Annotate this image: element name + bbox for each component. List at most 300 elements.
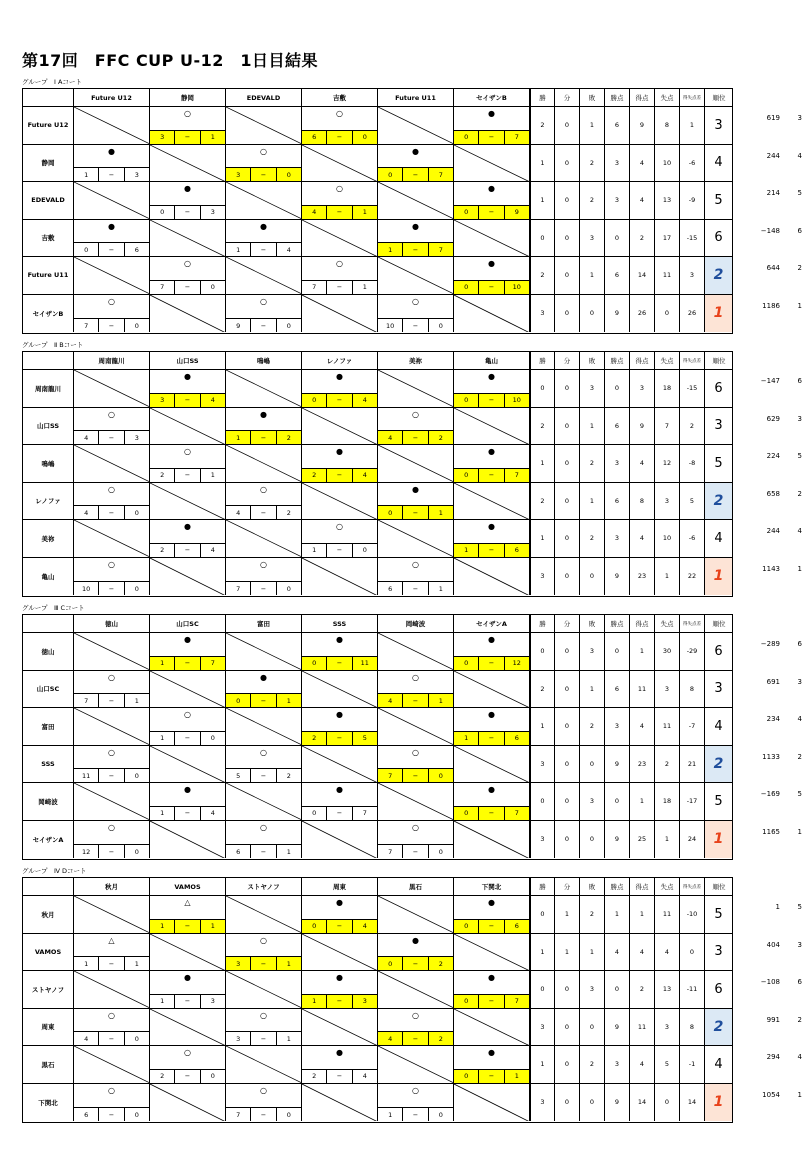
match-cell: [454, 370, 530, 407]
header-stat: 得点: [630, 89, 655, 106]
self-match-cell: [378, 1046, 454, 1083]
result-mark: ●: [336, 447, 343, 456]
diagonal-line: [226, 708, 301, 745]
stat-value: -10: [680, 896, 705, 933]
stat-value: 13: [655, 971, 680, 1008]
score-box: [454, 205, 529, 219]
diagonal-line: [226, 182, 301, 219]
score-for: 5: [226, 769, 251, 782]
diagonal-line: [454, 1009, 529, 1046]
diagonal-line: [150, 746, 225, 783]
score-against: 1: [277, 694, 301, 707]
score-dash: −: [327, 544, 352, 557]
stat-value: -6: [680, 145, 705, 182]
match-cell: [302, 408, 378, 445]
match-cell: [378, 107, 454, 144]
stat-value: 14: [630, 1084, 655, 1122]
stat-value: 3: [580, 633, 605, 670]
diagonal-line: [74, 257, 149, 294]
match-cell: [378, 746, 454, 783]
header-stat: 敗: [580, 352, 605, 369]
score-box: [150, 468, 225, 482]
stat-value: 10: [655, 145, 680, 182]
match-cell: [150, 107, 226, 144]
match-cell: [226, 821, 302, 859]
stat-value: 22: [680, 558, 705, 596]
result-mark: ●: [488, 109, 495, 118]
score-for: 6: [74, 1108, 99, 1121]
header-stat: 勝点: [605, 615, 630, 632]
score-dash: −: [99, 506, 124, 519]
header-stat: 分: [555, 615, 580, 632]
header-team: 山口SC: [150, 615, 226, 632]
stat-value: 2: [530, 671, 555, 708]
header-stat: 得失点差: [680, 89, 705, 106]
score-box: [378, 167, 453, 181]
stat-value: 0: [580, 1084, 605, 1122]
match-cell: [74, 408, 150, 445]
header-stat: 敗: [580, 878, 605, 895]
match-cell: [74, 558, 150, 596]
score-for: 0: [302, 807, 327, 820]
diagonal-line: [150, 558, 225, 596]
score-for: 1: [454, 544, 479, 557]
result-mark: ●: [184, 785, 191, 794]
result-mark: ●: [488, 785, 495, 794]
stat-value: 1: [530, 145, 555, 182]
row-team-name: ストヤノフ: [23, 971, 74, 1008]
score-box: [226, 1031, 301, 1045]
side-score: 991: [766, 1015, 780, 1024]
score-dash: −: [175, 131, 200, 144]
diagonal-line: [378, 896, 453, 933]
header-stat: 勝: [530, 352, 555, 369]
match-cell: [74, 934, 150, 971]
result-mark: ●: [336, 898, 343, 907]
stat-value: 3: [530, 295, 555, 333]
diagonal-line: [150, 408, 225, 445]
result-mark: ○: [108, 296, 115, 306]
score-box: [74, 581, 149, 595]
result-mark: ●: [488, 973, 495, 982]
side-rank: 1: [797, 1090, 802, 1099]
header-corner: [23, 878, 74, 895]
match-cell: [454, 671, 530, 708]
stat-value: 14: [630, 257, 655, 294]
stat-value: 0: [530, 633, 555, 670]
score-dash: −: [403, 957, 428, 970]
score-box: [378, 505, 453, 519]
score-against: 5: [353, 732, 377, 745]
score-against: 2: [429, 1032, 453, 1045]
diagonal-line: [74, 633, 149, 670]
stat-value: 1: [580, 483, 605, 520]
score-dash: −: [327, 920, 352, 933]
score-dash: −: [403, 319, 428, 332]
stat-value: 3: [605, 520, 630, 557]
self-match-cell: [378, 257, 454, 294]
stat-value: 25: [630, 821, 655, 859]
score-dash: −: [99, 694, 124, 707]
score-dash: −: [403, 769, 428, 782]
diagonal-line: [226, 1046, 301, 1083]
score-for: 2: [150, 469, 175, 482]
match-cell: [74, 971, 150, 1008]
match-cell: [226, 934, 302, 971]
score-dash: −: [99, 168, 124, 181]
header-team: Future U12: [74, 89, 150, 106]
match-cell: [378, 934, 454, 971]
diagonal-line: [302, 1009, 377, 1046]
stat-value: 0: [655, 295, 680, 333]
score-against: 11: [353, 657, 377, 670]
stat-value: -7: [680, 708, 705, 745]
side-rank: 4: [797, 1053, 802, 1061]
score-box: [378, 430, 453, 444]
rank-value: 5: [714, 906, 723, 922]
score-against: 0: [438, 1110, 443, 1119]
stat-value: 2: [580, 445, 605, 482]
score-dash: −: [175, 1070, 200, 1083]
result-mark: ●: [260, 672, 267, 682]
rank-value: 5: [714, 192, 723, 208]
stat-value: 3: [530, 1084, 555, 1122]
score-box: [74, 505, 149, 519]
side-score: 234: [766, 715, 780, 723]
side-rank: 5: [797, 189, 802, 197]
match-cell: [74, 821, 150, 859]
score-dash: −: [479, 469, 504, 482]
header-stat: 順位: [712, 883, 726, 891]
score-for: 4: [74, 506, 99, 519]
match-cell: [378, 558, 454, 596]
header-team: 周南龍川: [74, 352, 150, 369]
diagonal-line: [226, 971, 301, 1008]
match-cell: [150, 971, 226, 1008]
score-for: 0: [302, 920, 327, 933]
stat-value: 2: [530, 107, 555, 144]
header-stat: 得失点差: [680, 878, 705, 895]
score-box: [74, 318, 149, 332]
side-score: 1054: [762, 1090, 780, 1099]
diagonal-line: [74, 370, 149, 407]
score-for: 0: [454, 394, 479, 407]
rank-value: 1: [705, 1084, 732, 1122]
stat-value: 2: [580, 145, 605, 182]
score-for: 1: [226, 243, 251, 256]
result-mark: ●: [336, 635, 343, 644]
score-dash: −: [479, 1070, 504, 1083]
score-box: [302, 731, 377, 745]
match-cell: [302, 633, 378, 670]
score-box: [150, 731, 225, 745]
diagonal-line: [302, 934, 377, 971]
rank-value: 2: [705, 1009, 732, 1046]
match-cell: [74, 220, 150, 257]
match-cell: [150, 370, 226, 407]
diagonal-line: [454, 1084, 529, 1122]
score-against: 4: [210, 809, 215, 817]
score-against: 12: [505, 657, 529, 670]
stat-value: 7: [655, 408, 680, 445]
header-stat: 勝: [530, 878, 555, 895]
table-row: [23, 408, 732, 446]
stat-value: 10: [655, 520, 680, 557]
score-dash: −: [479, 394, 504, 407]
score-for: 0: [454, 995, 479, 1008]
result-mark: ○: [260, 296, 267, 306]
rank-value: 6: [714, 981, 723, 997]
header-stat: 失点: [655, 352, 680, 369]
table-row: [23, 257, 732, 295]
stat-value: -9: [680, 182, 705, 219]
match-cell: [74, 746, 150, 783]
stat-value: 21: [680, 746, 705, 783]
match-cell: [302, 107, 378, 144]
table-header: [23, 89, 732, 107]
score-dash: −: [99, 845, 124, 858]
score-against: 9: [505, 206, 529, 219]
rank-value: 3: [714, 418, 723, 434]
header-stat: 敗: [580, 615, 605, 632]
result-mark: ●: [184, 635, 191, 644]
header-team: 吉敷: [302, 89, 378, 106]
stat-value: 3: [580, 220, 605, 257]
side-rank: 2: [797, 264, 802, 272]
group-label: グループ Ⅳ Dコート: [22, 867, 87, 875]
diagonal-line: [378, 783, 453, 820]
stat-value: 4: [630, 182, 655, 219]
stat-value: 8: [655, 107, 680, 144]
match-cell: [454, 708, 530, 745]
score-dash: −: [403, 168, 428, 181]
result-mark: ●: [260, 409, 267, 419]
result-mark: ○: [336, 259, 343, 268]
score-box: [378, 1031, 453, 1045]
score-box: [226, 956, 301, 970]
score-against: 0: [134, 1110, 139, 1119]
score-against: 7: [362, 809, 367, 817]
diagonal-line: [226, 370, 301, 407]
result-mark: ●: [336, 372, 343, 381]
side-rank: 1: [797, 827, 802, 836]
score-box: [150, 1069, 225, 1083]
score-for: 2: [302, 469, 327, 482]
score-for: 3: [226, 168, 251, 181]
score-against: 0: [134, 321, 139, 330]
score-against: 4: [201, 394, 225, 407]
score-for: 0: [454, 657, 479, 670]
match-cell: [74, 445, 150, 482]
table-row: [23, 821, 732, 859]
score-dash: −: [479, 131, 504, 144]
score-box: [74, 1031, 149, 1045]
result-mark: ●: [488, 710, 495, 719]
diagonal-line: [150, 295, 225, 333]
match-cell: [226, 145, 302, 182]
match-cell: [74, 483, 150, 520]
score-dash: −: [479, 544, 504, 557]
match-cell: [226, 107, 302, 144]
score-against: 0: [286, 584, 291, 593]
score-for: 3: [226, 957, 251, 970]
stat-value: 6: [605, 408, 630, 445]
score-dash: −: [327, 469, 352, 482]
score-dash: −: [251, 957, 276, 970]
result-mark: ○: [412, 747, 419, 757]
score-against: 4: [353, 394, 377, 407]
result-mark: ○: [108, 559, 115, 569]
group-label: グループ Ⅰ Aコート: [22, 78, 82, 86]
score-dash: −: [175, 657, 200, 670]
self-match-cell: [302, 483, 378, 520]
score-box: [302, 468, 377, 482]
score-against: 1: [201, 131, 225, 144]
row-team-name: Future U11: [23, 257, 74, 294]
row-team-name: 周南龍川: [23, 370, 74, 407]
stat-value: 11: [655, 257, 680, 294]
stat-value: 3: [530, 558, 555, 596]
match-cell: [74, 783, 150, 820]
match-cell: [302, 1046, 378, 1083]
table-row: [23, 220, 732, 258]
score-dash: −: [327, 657, 352, 670]
match-cell: [150, 558, 226, 596]
row-team-name: 亀山: [23, 558, 74, 596]
score-box: [454, 280, 529, 294]
match-cell: [226, 1046, 302, 1083]
score-dash: −: [403, 431, 428, 444]
diagonal-line: [74, 520, 149, 557]
stat-value: 1: [630, 783, 655, 820]
side-score: 1143: [762, 564, 780, 573]
result-mark: △: [108, 935, 115, 945]
stat-value: 0: [530, 971, 555, 1008]
header-team: 下関北: [454, 878, 530, 895]
score-against: 4: [353, 920, 377, 933]
score-against: 1: [505, 1070, 529, 1083]
header-stat: 得点: [630, 352, 655, 369]
header-stat: 分: [555, 352, 580, 369]
header-team: 美祢: [378, 352, 454, 369]
score-for: 0: [74, 243, 99, 256]
diagonal-line: [378, 633, 453, 670]
stat-value: 0: [555, 1084, 580, 1122]
stat-value: 5: [680, 483, 705, 520]
stat-value: 1: [530, 520, 555, 557]
score-against: 4: [286, 245, 291, 254]
score-dash: −: [99, 769, 124, 782]
score-box: [150, 656, 225, 670]
stat-value: 11: [655, 896, 680, 933]
score-dash: −: [99, 1032, 124, 1045]
stat-value: 0: [555, 182, 580, 219]
score-box: [150, 994, 225, 1008]
result-mark: ○: [184, 710, 191, 719]
match-cell: [378, 1084, 454, 1122]
result-mark: ●: [184, 184, 191, 193]
page-title: 第17回 FFC CUP U-12 1日目結果: [22, 51, 319, 70]
stat-value: 1: [680, 107, 705, 144]
stat-value: 0: [555, 483, 580, 520]
match-cell: [226, 520, 302, 557]
score-against: 2: [286, 771, 291, 780]
match-cell: [454, 633, 530, 670]
score-against: 2: [429, 957, 453, 970]
header-team: レノファ: [302, 352, 378, 369]
score-for: 0: [454, 807, 479, 820]
diagonal-line: [74, 1046, 149, 1083]
rank-value: 4: [714, 718, 723, 734]
score-for: 0: [454, 131, 479, 144]
stat-value: 3: [605, 182, 630, 219]
stat-value: 0: [555, 708, 580, 745]
score-dash: −: [327, 131, 352, 144]
side-rank: 5: [797, 790, 802, 798]
stat-value: 3: [530, 1009, 555, 1046]
diagonal-line: [454, 145, 529, 182]
result-mark: ●: [412, 221, 419, 231]
row-team-name: VAMOS: [23, 934, 74, 971]
group-label: グループ Ⅱ Bコート: [22, 341, 84, 349]
score-against: 1: [134, 696, 139, 705]
result-mark: ○: [108, 409, 115, 419]
match-cell: [226, 408, 302, 445]
score-against: 3: [134, 170, 139, 179]
match-cell: [302, 708, 378, 745]
stat-value: 3: [605, 145, 630, 182]
diagonal-line: [378, 1046, 453, 1083]
diagonal-line: [74, 896, 149, 933]
header-team: 周東: [302, 878, 378, 895]
diagonal-line: [226, 107, 301, 144]
stat-value: 4: [630, 445, 655, 482]
score-dash: −: [327, 206, 352, 219]
side-score: 214: [766, 189, 780, 197]
stat-value: 1: [530, 708, 555, 745]
result-mark: ●: [336, 1048, 343, 1057]
table-header: [23, 878, 732, 896]
score-box: [226, 1107, 301, 1121]
score-against: 0: [210, 1072, 215, 1080]
table-row: [23, 1084, 732, 1122]
score-box: [302, 994, 377, 1008]
match-cell: [74, 520, 150, 557]
stat-value: 26: [680, 295, 705, 333]
score-dash: −: [99, 431, 124, 444]
match-cell: [150, 1046, 226, 1083]
score-dash: −: [403, 243, 428, 256]
header-team: 富田: [226, 615, 302, 632]
side-score: −108: [760, 978, 780, 986]
stat-value: 0: [655, 1084, 680, 1122]
diagonal-line: [302, 483, 377, 520]
stat-value: 2: [655, 746, 680, 783]
score-for: 0: [150, 206, 175, 219]
side-rank: 1: [797, 564, 802, 573]
stat-value: 2: [530, 483, 555, 520]
self-match-cell: [226, 971, 302, 1008]
match-cell: [378, 445, 454, 482]
score-box: [226, 844, 301, 858]
side-rank: 4: [797, 151, 802, 160]
score-for: 1: [378, 243, 403, 256]
diagonal-line: [74, 182, 149, 219]
match-cell: [150, 445, 226, 482]
score-box: [378, 581, 453, 595]
score-against: 7: [505, 469, 529, 482]
stat-value: 3: [580, 971, 605, 1008]
